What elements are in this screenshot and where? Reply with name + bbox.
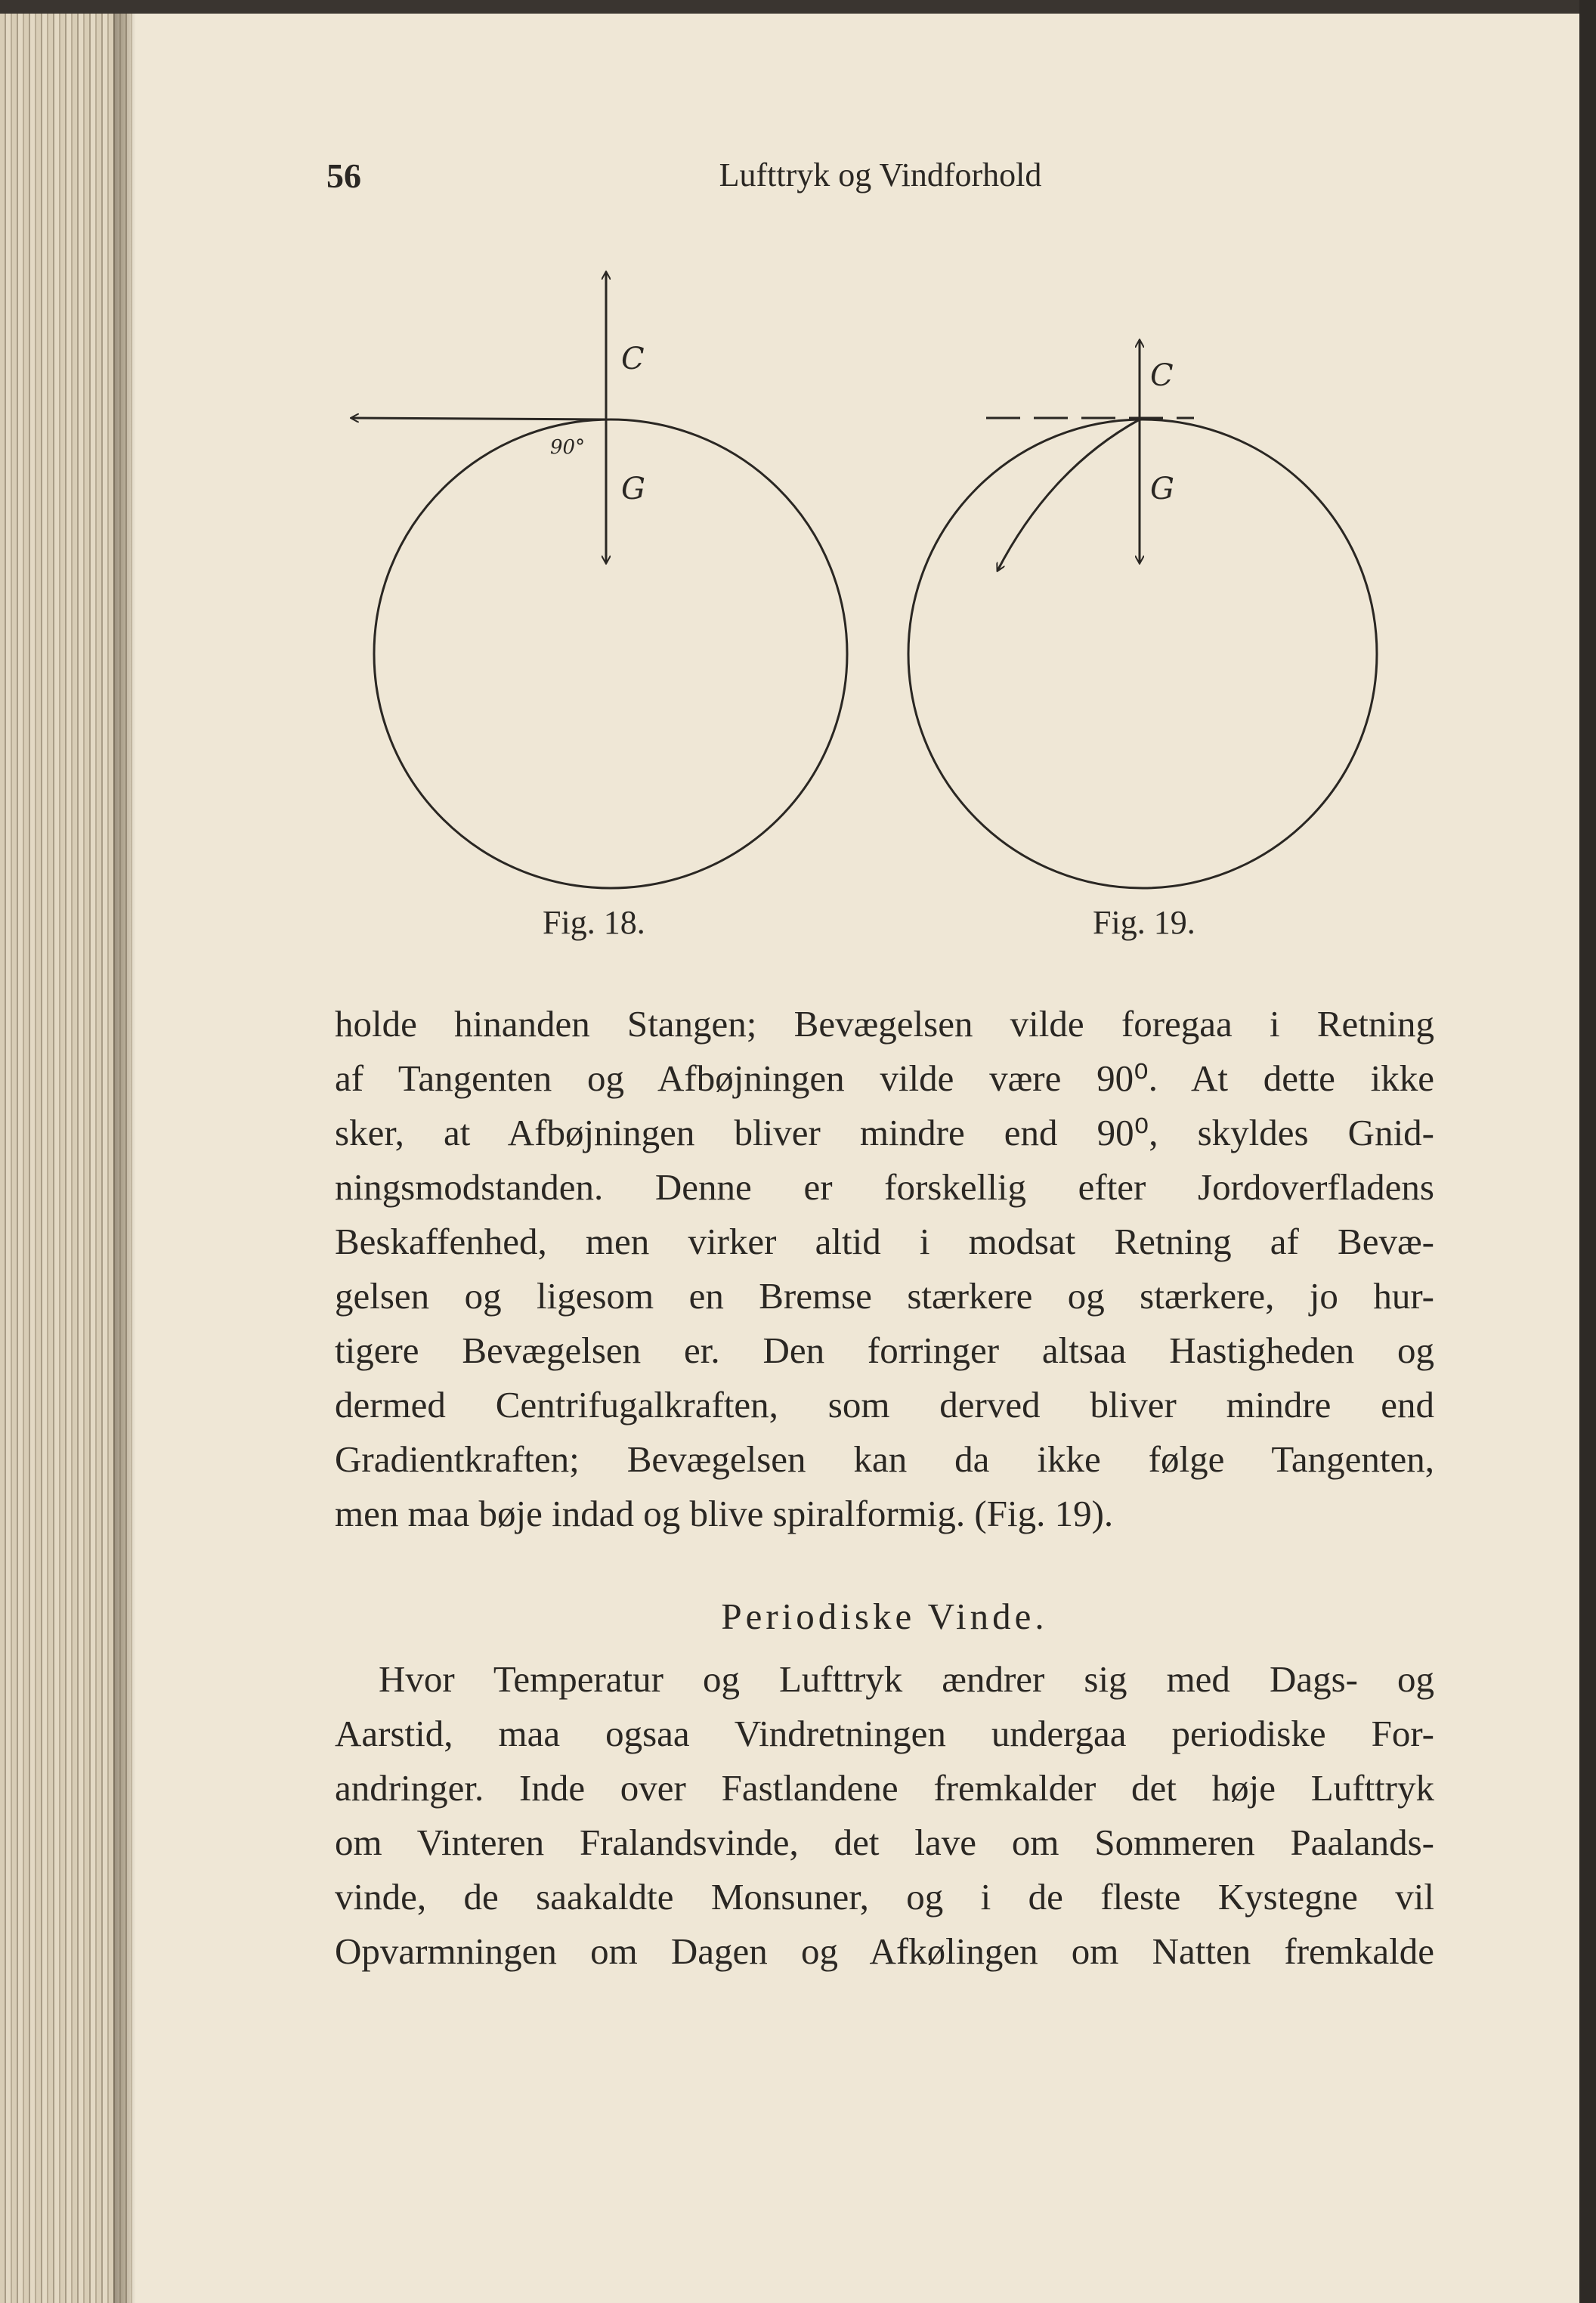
text-line: Beskaffenhed, men virker altid i modsat Retning af Bevæ- [335,1221,1434,1262]
text-line: Hvor Temperatur og Lufttryk ændrer sig med Dags- og [379,1658,1434,1700]
text-line: Gradientkraften; Bevægelsen kan da ikke følge Tangenten, [335,1438,1434,1480]
figure-18 [351,272,847,888]
text-line: andringer. Inde over Fastlandene fremkalder det høje Lufttryk [335,1767,1434,1809]
paragraph-1 [335,997,1434,1541]
label-c: C [621,342,645,376]
circle [908,419,1377,888]
text-line: men maa bøje indad og blive spiralformig. (Fig. 19). [335,1493,1114,1534]
label-c: C [1150,358,1174,393]
text-line: Opvarmningen om Dagen og Afkølingen om Natten fremkalde [335,1930,1434,1972]
figure-19 [908,340,1377,888]
text-line: holde hinanden Stangen; Bevægelsen vilde foregaa i Retning [335,1003,1434,1045]
paragraph-2 [335,1652,1434,1979]
section-heading: Periodiske Vinde. [721,1596,1048,1637]
deflected-path-arrow [998,419,1140,571]
page-number: 56 [326,156,361,195]
text-line: sker, at Afbøjningen bliver mindre end 90⁰, skyldes Gnid- [335,1112,1434,1153]
label-g: G [621,472,645,506]
circle [374,419,847,888]
label-g: G [1150,472,1174,506]
caption-fig-19: Fig. 19. [1093,904,1195,941]
figures-18-19 [0,0,1596,983]
tangent-arrow [351,418,606,419]
label-angle: 90° [550,436,586,459]
text-line: ningsmodstanden. Denne er forskellig efter Jordoverfladens [335,1166,1434,1208]
text-line: Aarstid, maa ogsaa Vindretningen undergaa periodiske For- [335,1713,1434,1754]
text-line: dermed Centrifugalkraften, som derved bliver mindre end [335,1384,1434,1425]
text-line: tigere Bevægelsen er. Den forringer altsaa Hastigheden og [335,1329,1434,1371]
caption-fig-18: Fig. 18. [543,904,645,941]
text-line: om Vinteren Fralandsvinde, det lave om Sommeren Paalands- [335,1822,1434,1863]
text-line: af Tangenten og Afbøjningen vilde være 90⁰. At dette ikke [335,1057,1434,1099]
running-title: Lufttryk og Vindforhold [719,156,1042,193]
text-line: vinde, de saakaldte Monsuner, og i de fleste Kystegne vil [335,1876,1434,1918]
text-line: gelsen og ligesom en Bremse stærkere og stærkere, jo hur- [335,1275,1434,1317]
